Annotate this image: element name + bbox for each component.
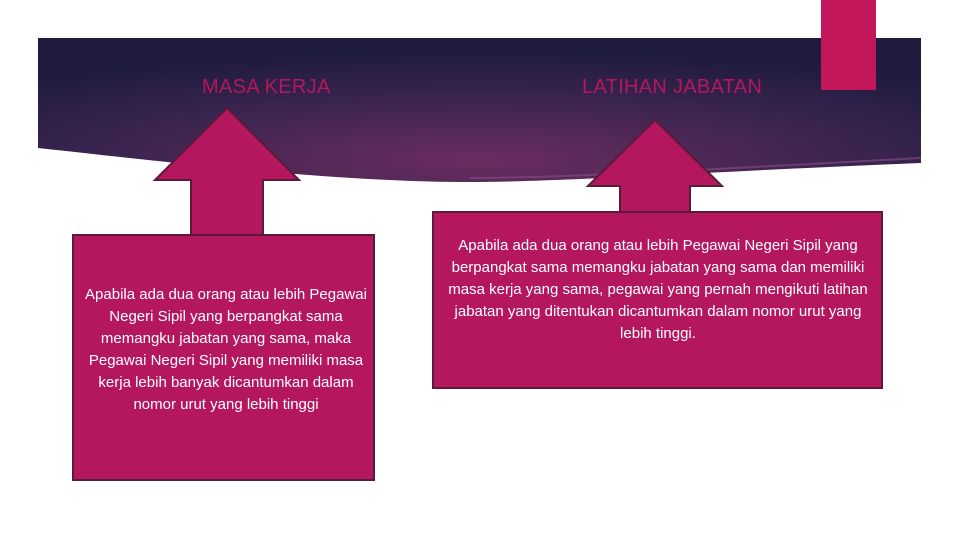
right-box-text: Apabila ada dua orang atau lebih Pegawai Negeri Sipil yang berpangkat sama memangku jabatan yang sama dan memiliki masa kerja yang sama, pegawai yang pernah mengikuti latihan jabatan yang ditentukan dicantumkan dalam nomor urut yang lebih tinggi. [448,237,868,342]
heading-latihan-jabatan: LATIHAN JABATAN [582,76,763,98]
header-banner [38,38,921,182]
left-box-text: Apabila ada dua orang atau lebih Pegawai Negeri Sipil yang berpangkat sama memangku jabatan yang sama, maka Pegawai Negeri Sipil yang memiliki masa kerja lebih banyak dicantumkan dalam nomor urut yang lebih tinggi [85,286,367,413]
heading-masa-kerja: MASA KERJA [202,76,331,98]
corner-accent-bar [821,0,876,90]
